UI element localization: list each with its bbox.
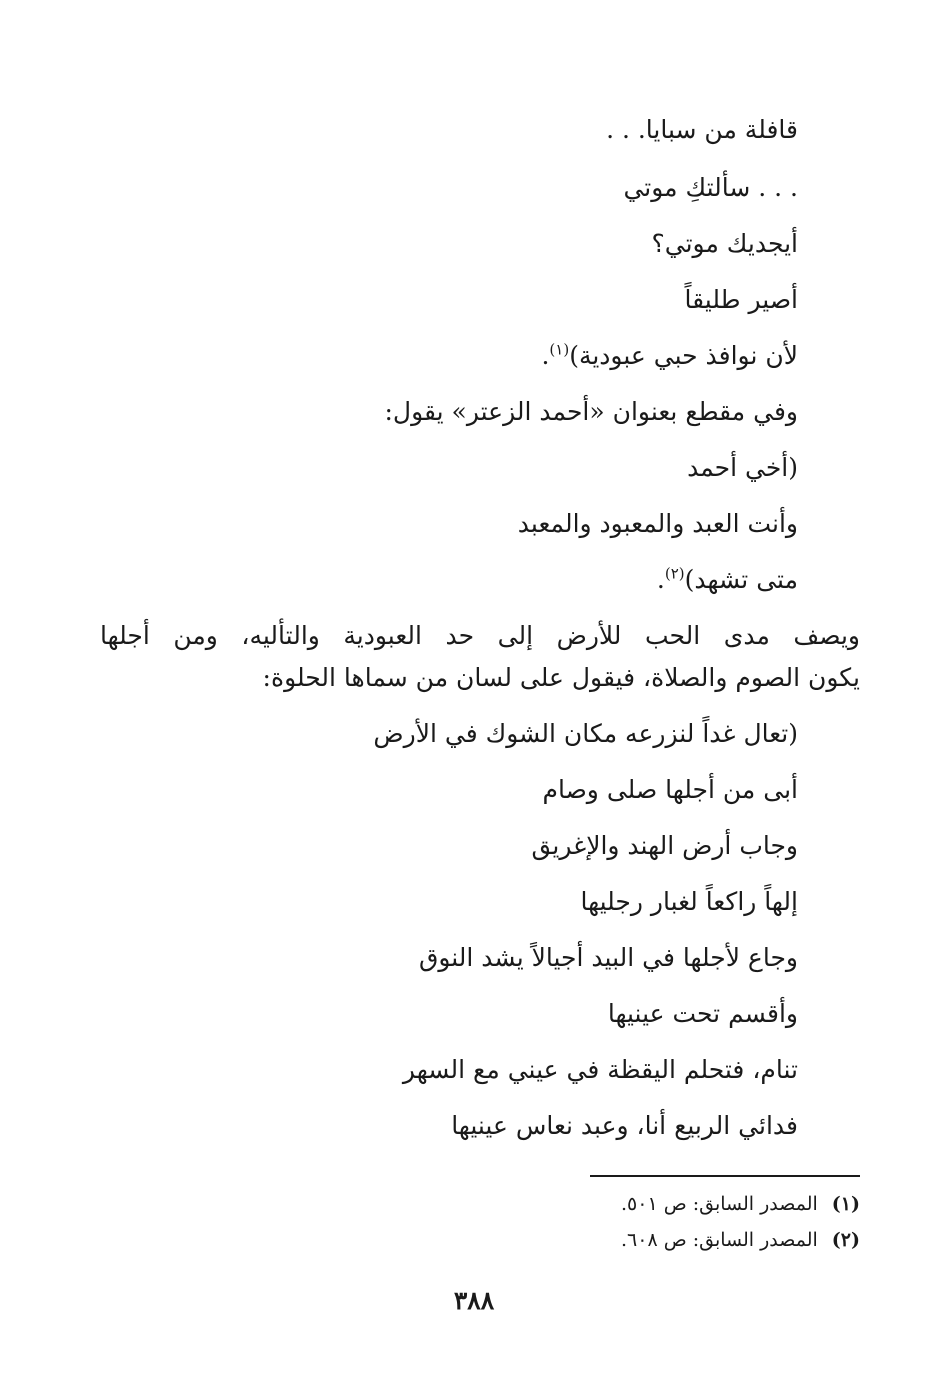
poem-line bbox=[98, 996, 798, 1032]
verse-text: وفي مقطع بعنوان «أحمد الزعتر» يقول: bbox=[384, 397, 798, 426]
verse-line bbox=[98, 562, 798, 598]
verse-line bbox=[98, 450, 798, 486]
poem-line bbox=[98, 716, 798, 752]
verse-tail: . bbox=[656, 565, 665, 594]
verse-text: أيجديك موتي؟ bbox=[651, 229, 798, 258]
poem-text: وجاب أرض الهند والإغريق bbox=[531, 831, 798, 860]
verse-tail: . bbox=[541, 341, 550, 370]
poem-text: تنام، فتحلم اليقظة في عيني مع السهر bbox=[402, 1055, 798, 1084]
footnote-divider bbox=[590, 1175, 860, 1177]
footnote bbox=[360, 1226, 860, 1254]
page-number: ٣٨٨ bbox=[453, 1286, 495, 1315]
poem-text: وجاع لأجلها في البيد أجيالاً يشد النوق bbox=[418, 943, 798, 972]
footnote-marker: (١) bbox=[549, 340, 570, 359]
verse-line bbox=[98, 112, 798, 148]
verse-text: أصير طليقاً bbox=[684, 285, 798, 314]
poem-line bbox=[98, 828, 798, 864]
verse-line bbox=[98, 282, 798, 318]
footnote bbox=[360, 1190, 860, 1218]
poem-text: وأقسم تحت عينيها bbox=[607, 999, 798, 1028]
poem-line bbox=[98, 884, 798, 920]
poem-text: أبى من أجلها صلى وصام bbox=[542, 775, 798, 804]
verse-text: (أخي أحمد bbox=[687, 453, 798, 482]
verse-text: . . . سألتكِ موتي bbox=[623, 173, 798, 202]
poem-text: إلهاً راكعاً لغبار رجليها bbox=[580, 887, 798, 916]
footnote-text: المصدر السابق: ص ٥٠١. bbox=[621, 1193, 818, 1215]
verse-line bbox=[98, 170, 798, 206]
verse-text: لأن نوافذ حبي عبودية) bbox=[569, 341, 798, 370]
prose-line bbox=[100, 660, 860, 696]
verse-text: متى تشهد) bbox=[684, 565, 798, 594]
verse-line bbox=[98, 338, 798, 374]
poem-line bbox=[98, 1052, 798, 1088]
poem-line bbox=[98, 940, 798, 976]
poem-line bbox=[98, 772, 798, 808]
footnote-text: المصدر السابق: ص ٦٠٨. bbox=[621, 1229, 818, 1251]
prose-line bbox=[100, 618, 860, 654]
poem-text: (تعال غداً لنزرعه مكان الشوك في الأرض bbox=[373, 719, 798, 748]
verse-text: قافلة من سبايا. . . bbox=[606, 115, 798, 144]
verse-text: وأنت العبد والمعبود والمعبد bbox=[517, 509, 798, 538]
prose-text: يكون الصوم والصلاة، فيقول على لسان من سماها الحلوة: bbox=[262, 663, 860, 692]
intro-line bbox=[98, 394, 798, 430]
poem-line bbox=[98, 1108, 798, 1144]
verse-line bbox=[98, 506, 798, 542]
footnote-number: (١) bbox=[831, 1193, 860, 1215]
poem-text: فدائي الربيع أنا، وعبد نعاس عينيها bbox=[451, 1111, 798, 1140]
prose-text: ويصف مدى الحب للأرض إلى حد العبودية والتأليه، ومن أجلها bbox=[100, 621, 860, 650]
footnote-number: (٢) bbox=[831, 1229, 860, 1251]
verse-line bbox=[98, 226, 798, 262]
footnote-marker: (٢) bbox=[664, 564, 685, 583]
